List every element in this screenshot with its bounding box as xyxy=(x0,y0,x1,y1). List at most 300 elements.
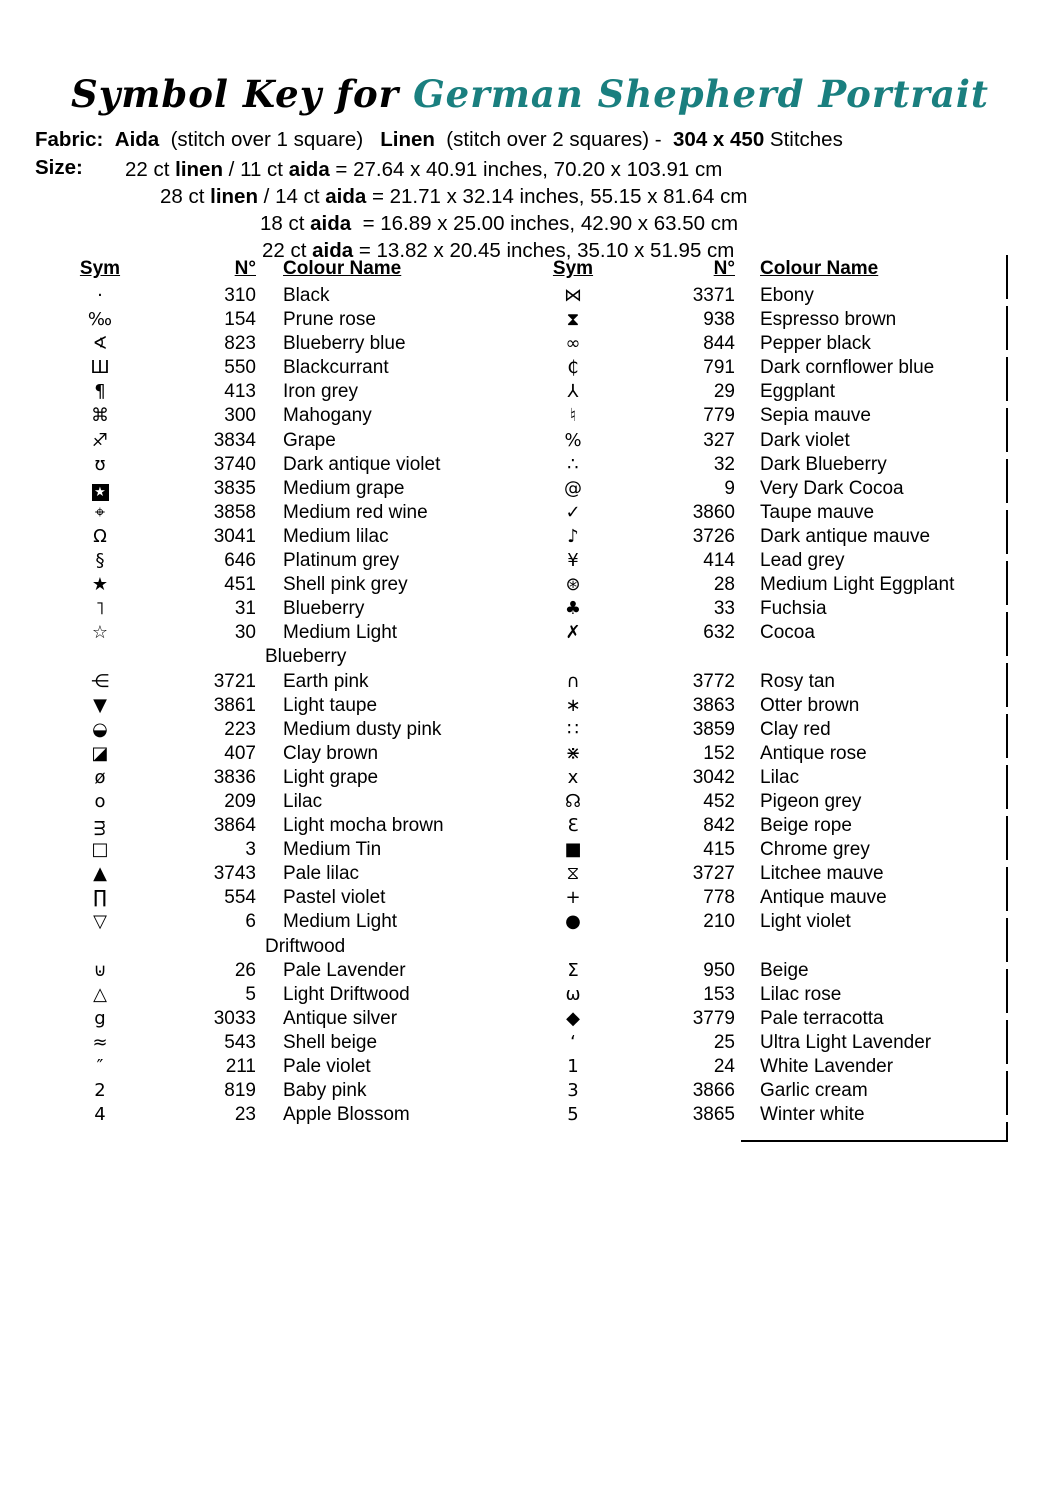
size-label: Size: xyxy=(35,156,83,179)
stitch-symbol: ″ xyxy=(96,1056,104,1077)
stitch-symbol: 3 xyxy=(567,1080,579,1102)
colour-name: Mahogany xyxy=(283,405,372,427)
stitch-symbol: ⅄ xyxy=(567,381,579,403)
table-row xyxy=(533,1008,978,1032)
stitch-symbol: ∩ xyxy=(566,670,580,692)
thread-number: 3721 xyxy=(213,670,256,692)
colour-name: Shell beige xyxy=(283,1031,378,1053)
table-row xyxy=(60,863,505,887)
table-row xyxy=(533,695,978,719)
table-row xyxy=(60,430,505,454)
thread-number: 779 xyxy=(703,405,735,427)
colour-name: Apple Blossom xyxy=(283,1104,410,1126)
text-segment: = 21.71 x 32.14 inches, 55.15 x 81.64 cm xyxy=(366,185,748,208)
stitch-symbol: Σ xyxy=(567,959,579,981)
stitch-symbol: ◆ xyxy=(566,1007,580,1029)
stitch-symbol: o xyxy=(94,790,106,812)
colour-name: Sepia mauve xyxy=(760,405,871,427)
thread-number: 3042 xyxy=(692,766,735,788)
table-row xyxy=(533,430,978,454)
table-row xyxy=(60,887,505,911)
colour-name: Very Dark Cocoa xyxy=(760,477,904,499)
table-row xyxy=(533,815,978,839)
stitch-symbol: ω xyxy=(565,983,581,1005)
colour-name: Otter brown xyxy=(760,694,860,716)
stitch-symbol: ★ xyxy=(91,574,109,596)
colour-name: Litchee mauve xyxy=(760,863,884,885)
colour-name: Dark antique violet xyxy=(283,453,441,475)
table-row xyxy=(60,574,505,598)
stitch-symbol: § xyxy=(95,550,105,572)
stitch-symbol: g xyxy=(94,1007,106,1029)
thread-number: 6 xyxy=(245,911,256,933)
colour-name: Antique silver xyxy=(283,1007,398,1029)
table-rows-right xyxy=(533,285,978,1128)
text-segment: = 27.64 x 40.91 inches, 70.20 x 103.91 cm xyxy=(329,158,723,181)
colour-name: Medium red wine xyxy=(283,501,428,523)
stitch-symbol: @ xyxy=(564,477,582,499)
colour-name: Platinum grey xyxy=(283,550,400,572)
stitch-symbol: ø xyxy=(94,766,106,788)
stitch-symbol: Ш xyxy=(90,357,110,379)
stitch-symbol: ⊛ xyxy=(565,574,581,596)
colour-name: Antique mauve xyxy=(760,887,887,909)
colour-name: Lilac xyxy=(283,790,323,812)
table-row xyxy=(60,598,505,622)
stitch-symbol: ♮ xyxy=(569,405,577,427)
thread-number: 30 xyxy=(234,622,256,644)
colour-name: Dark antique mauve xyxy=(760,525,931,547)
stitch-symbol: ● xyxy=(565,911,581,933)
text-segment: 18 ct xyxy=(260,212,311,235)
table-header-row xyxy=(60,258,505,285)
thread-number: 33 xyxy=(713,598,735,620)
thread-number: 3863 xyxy=(692,694,735,716)
colour-name: Chrome grey xyxy=(760,839,870,861)
table-row xyxy=(533,526,978,550)
stitch-symbol: ¥ xyxy=(567,550,579,572)
colour-name: Antique rose xyxy=(760,742,867,764)
table-row xyxy=(60,911,505,935)
fabric-line xyxy=(35,128,843,152)
colour-name: Iron grey xyxy=(283,381,358,403)
thread-number: 223 xyxy=(224,718,256,740)
thread-number: 646 xyxy=(224,550,256,572)
stitch-symbol: ⧖ xyxy=(566,863,580,885)
thread-number: 415 xyxy=(703,839,735,861)
colour-name: Dark violet xyxy=(760,429,850,451)
colour-name: Pale terracotta xyxy=(760,1007,884,1029)
text-segment: 22 ct xyxy=(262,239,313,262)
colour-name: Pigeon grey xyxy=(760,790,862,812)
colour-name: Eggplant xyxy=(760,381,836,403)
stitch-symbol: ♣ xyxy=(564,598,582,620)
thread-number: 31 xyxy=(234,598,256,620)
table-row xyxy=(60,1008,505,1032)
colour-name: Medium lilac xyxy=(283,525,389,547)
text-segment: = 13.82 x 20.45 inches, 35.10 x 51.95 cm xyxy=(353,239,735,262)
colour-name: Black xyxy=(283,285,330,306)
thread-number: 413 xyxy=(224,381,256,403)
table-rows-left xyxy=(60,285,505,1128)
stitch-symbol: 4 xyxy=(94,1104,106,1126)
table-row xyxy=(60,1032,505,1056)
thread-number: 844 xyxy=(703,333,735,355)
colour-name: Pale lilac xyxy=(283,863,360,885)
thread-number: 3772 xyxy=(692,670,735,692)
colour-name: Earth pink xyxy=(283,670,369,692)
page-title-prefix: Symbol Key for xyxy=(70,72,414,116)
table-row xyxy=(533,1104,978,1128)
stitch-symbol: ■ xyxy=(564,839,582,861)
text-segment: (stitch over 2 squares) - xyxy=(434,128,674,151)
table-row xyxy=(60,478,505,502)
table-row xyxy=(60,646,505,670)
colour-name: Clay brown xyxy=(283,742,379,764)
colour-name: Rosy tan xyxy=(760,670,835,692)
stitch-symbol: ≈ xyxy=(92,1031,108,1053)
text-segment: / 14 ct xyxy=(257,185,326,208)
table-row xyxy=(60,791,505,815)
table-row xyxy=(533,1056,978,1080)
thread-number: 554 xyxy=(224,887,256,909)
stitch-symbol: ⌘ xyxy=(91,405,109,427)
thread-number: 3858 xyxy=(213,501,256,523)
table-row xyxy=(60,1080,505,1104)
stitch-symbol: 1 xyxy=(567,1056,579,1077)
colour-name: Driftwood xyxy=(265,935,346,957)
stitch-symbol: △ xyxy=(93,983,107,1005)
table-row xyxy=(60,357,505,381)
thread-number: 3726 xyxy=(692,525,735,547)
table-row xyxy=(533,574,978,598)
stitch-symbol: + xyxy=(565,887,581,909)
colour-name: Light violet xyxy=(760,911,851,933)
text-segment: aida xyxy=(310,212,352,235)
stitch-symbol: ▽ xyxy=(93,911,107,933)
colour-name: Medium Light xyxy=(283,622,398,644)
table-row xyxy=(60,502,505,526)
table-row xyxy=(60,743,505,767)
stitch-symbol: Ɛ xyxy=(567,815,579,837)
table-row xyxy=(60,815,505,839)
stitch-symbol: ⊍ xyxy=(93,959,107,981)
text-segment: Stitches xyxy=(764,128,843,151)
table-row xyxy=(60,526,505,550)
table-row xyxy=(60,936,505,960)
table-row xyxy=(533,791,978,815)
stitch-symbol: Ω xyxy=(93,525,107,547)
stitch-symbol: ᴟ xyxy=(94,815,106,837)
table-row xyxy=(60,405,505,429)
size-lines xyxy=(125,156,747,264)
text-segment: aida xyxy=(325,185,367,208)
header-colour-name: Colour Name xyxy=(283,258,402,279)
thread-number: 791 xyxy=(703,357,735,379)
text-segment: Fabric: xyxy=(35,128,104,151)
table-row xyxy=(533,381,978,405)
text-segment: aida xyxy=(288,158,330,181)
header-sym: Sym xyxy=(552,258,594,279)
thread-number: 543 xyxy=(224,1031,256,1053)
text-segment: 22 ct xyxy=(125,158,176,181)
thread-number: 3033 xyxy=(213,1007,256,1029)
table-row xyxy=(60,550,505,574)
table-row xyxy=(60,622,505,646)
stitch-symbol: · xyxy=(97,285,103,306)
colour-name: Blueberry xyxy=(283,598,365,620)
table-row xyxy=(533,357,978,381)
colour-name: Ultra Light Lavender xyxy=(760,1031,932,1053)
text-segment: / 11 ct xyxy=(222,158,289,181)
thread-number: 310 xyxy=(224,285,256,306)
page-title-subject: German Shepherd Portrait xyxy=(413,72,990,116)
stitch-symbol-inverted: ★ xyxy=(92,484,109,501)
thread-number: 3834 xyxy=(213,429,256,451)
table-row xyxy=(533,1080,978,1104)
thread-number: 3041 xyxy=(213,525,256,547)
colour-name: Baby pink xyxy=(283,1080,367,1102)
page-title xyxy=(0,72,1060,116)
stitch-symbol: ◒ xyxy=(92,718,108,740)
table-row xyxy=(60,767,505,791)
colour-name: Pepper black xyxy=(760,333,871,355)
table-row xyxy=(533,1032,978,1056)
pattern-border-bottom-line xyxy=(741,1140,1008,1142)
stitch-symbol: ⧗ xyxy=(566,309,580,331)
text-segment: aida xyxy=(312,239,354,262)
table-row xyxy=(533,598,978,622)
size-line xyxy=(160,183,747,210)
stitch-symbol: ☆ xyxy=(91,622,109,644)
thread-number: 5 xyxy=(245,983,256,1005)
colour-name: Pale violet xyxy=(283,1056,371,1077)
table-row xyxy=(533,839,978,863)
colour-name: Ebony xyxy=(760,285,814,306)
thread-number: 3866 xyxy=(692,1080,735,1102)
colour-name: White Lavender xyxy=(760,1056,894,1077)
table-row xyxy=(60,1056,505,1080)
colour-name: Lilac rose xyxy=(760,983,842,1005)
table-row xyxy=(533,767,978,791)
text-segment: linen xyxy=(210,185,258,208)
thread-number: 819 xyxy=(224,1080,256,1102)
thread-number: 778 xyxy=(703,887,735,909)
text-segment: Aida xyxy=(114,128,160,151)
colour-name: Grape xyxy=(283,429,336,451)
stitch-symbol: ♪ xyxy=(567,525,579,547)
table-row xyxy=(533,405,978,429)
stitch-symbol: x xyxy=(567,766,579,788)
thread-number: 3861 xyxy=(213,694,256,716)
text-segment: 304 x 450 xyxy=(673,128,765,151)
colour-name: Espresso brown xyxy=(760,309,897,331)
thread-number: 3779 xyxy=(692,1007,735,1029)
size-line xyxy=(260,210,747,237)
thread-number: 24 xyxy=(713,1056,735,1077)
thread-number: 154 xyxy=(224,309,256,331)
table-row xyxy=(533,550,978,574)
colour-name: Lead grey xyxy=(760,550,845,572)
colour-name: Taupe mauve xyxy=(760,501,875,523)
table-row xyxy=(533,984,978,1008)
stitch-symbol: ∗ xyxy=(565,694,581,716)
table-row xyxy=(533,671,978,695)
table-row xyxy=(60,960,505,984)
thread-number: 938 xyxy=(703,309,735,331)
table-row xyxy=(533,622,978,646)
table-row xyxy=(533,719,978,743)
thread-number: 209 xyxy=(224,790,256,812)
thread-number: 632 xyxy=(703,622,735,644)
thread-number: 28 xyxy=(713,574,735,596)
colour-name: Medium Tin xyxy=(283,839,382,861)
symbol-table-left xyxy=(60,258,505,1128)
thread-number: 152 xyxy=(703,742,735,764)
stitch-symbol: % xyxy=(564,429,582,451)
thread-number: 3371 xyxy=(692,285,735,306)
table-row xyxy=(533,936,978,960)
thread-number: 950 xyxy=(703,959,735,981)
thread-number: 211 xyxy=(225,1056,256,1077)
colour-name: Blueberry blue xyxy=(283,333,406,355)
thread-number: 25 xyxy=(713,1031,735,1053)
thread-number: 9 xyxy=(724,477,735,499)
stitch-symbol: ‰ xyxy=(87,309,113,331)
stitch-symbol: ∞ xyxy=(565,333,581,355)
colour-name: Lilac xyxy=(760,766,800,788)
colour-name: Shell pink grey xyxy=(283,574,408,596)
colour-name: Light taupe xyxy=(283,694,378,716)
colour-name: Medium grape xyxy=(283,477,405,499)
table-row xyxy=(60,333,505,357)
colour-name: Medium Light Eggplant xyxy=(760,574,955,596)
thread-number: 550 xyxy=(224,357,256,379)
thread-number: 414 xyxy=(703,550,735,572)
pattern-border-dashed-line xyxy=(1006,255,1008,1142)
stitch-symbol: ♐ xyxy=(91,429,109,451)
thread-number: 3835 xyxy=(213,477,256,499)
table-row xyxy=(60,719,505,743)
colour-name: Medium dusty pink xyxy=(283,718,442,740)
colour-name: Beige rope xyxy=(760,815,852,837)
stitch-symbol: ⋲ xyxy=(91,670,109,692)
text-segment: (stitch over 1 square) xyxy=(159,128,381,151)
thread-number: 3727 xyxy=(692,863,735,885)
stitch-symbol: ✗ xyxy=(565,622,581,644)
table-row xyxy=(533,646,978,670)
colour-name: Winter white xyxy=(760,1104,865,1126)
header-num: N° xyxy=(234,258,256,279)
stitch-symbol: 5 xyxy=(567,1104,579,1126)
stitch-symbol: ʊ xyxy=(94,453,106,475)
stitch-symbol: ▼ xyxy=(93,694,107,716)
table-row xyxy=(60,309,505,333)
thread-number: 842 xyxy=(703,815,735,837)
stitch-symbol: ▲ xyxy=(93,863,107,885)
thread-number: 23 xyxy=(234,1104,256,1126)
symbol-table-right xyxy=(533,258,978,1128)
table-row xyxy=(533,743,978,767)
stitch-symbol: ⌖ xyxy=(94,501,106,523)
colour-name: Blueberry xyxy=(265,646,347,668)
thread-number: 3740 xyxy=(213,453,256,475)
colour-name: Beige xyxy=(760,959,809,981)
table-row xyxy=(60,671,505,695)
thread-number: 451 xyxy=(224,574,256,596)
colour-name: Light Driftwood xyxy=(283,983,410,1005)
table-row xyxy=(60,839,505,863)
thread-number: 300 xyxy=(224,405,256,427)
colour-name: Dark Blueberry xyxy=(760,453,887,475)
thread-number: 3859 xyxy=(692,718,735,740)
stitch-symbol: 2 xyxy=(94,1080,106,1102)
header-sym: Sym xyxy=(79,258,121,279)
table-row xyxy=(533,887,978,911)
stitch-symbol: ∴ xyxy=(567,453,579,475)
table-row xyxy=(533,863,978,887)
stitch-symbol: ◪ xyxy=(91,742,109,764)
stitch-symbol: ∢ xyxy=(92,333,108,355)
thread-number: 3860 xyxy=(692,501,735,523)
thread-number: 153 xyxy=(703,983,735,1005)
table-row xyxy=(533,309,978,333)
table-row xyxy=(533,911,978,935)
thread-number: 3743 xyxy=(213,863,256,885)
thread-number: 452 xyxy=(703,790,735,812)
colour-name: Medium Light xyxy=(283,911,398,933)
table-row xyxy=(60,285,505,309)
stitch-symbol: ∏ xyxy=(93,887,107,909)
stitch-symbol: ⋇ xyxy=(565,742,581,764)
colour-name: Pastel violet xyxy=(283,887,386,909)
text-segment: 28 ct xyxy=(160,185,211,208)
colour-name: Garlic cream xyxy=(760,1080,868,1102)
colour-name: Fuchsia xyxy=(760,598,827,620)
stitch-symbol: ☊ xyxy=(565,790,581,812)
table-row xyxy=(533,960,978,984)
colour-name: Light grape xyxy=(283,766,379,788)
table-row xyxy=(533,454,978,478)
table-row xyxy=(60,695,505,719)
stitch-symbol xyxy=(60,478,140,501)
colour-name: Blackcurrant xyxy=(283,357,389,379)
stitch-symbol: ˥ xyxy=(95,598,105,620)
colour-name: Dark cornflower blue xyxy=(760,357,935,379)
header-num: N° xyxy=(713,258,735,279)
stitch-symbol: ¶ xyxy=(94,381,106,403)
thread-number: 210 xyxy=(703,911,735,933)
thread-number: 26 xyxy=(234,959,256,981)
colour-name: Clay red xyxy=(760,718,831,740)
table-row xyxy=(60,984,505,1008)
colour-name: Prune rose xyxy=(283,309,376,331)
table-header-row xyxy=(533,258,978,285)
stitch-symbol: ⋈ xyxy=(564,285,582,306)
table-row xyxy=(60,381,505,405)
thread-number: 3 xyxy=(245,839,256,861)
table-row xyxy=(533,502,978,526)
thread-number: 823 xyxy=(224,333,256,355)
stitch-symbol: ∷ xyxy=(567,718,579,740)
colour-name: Pale Lavender xyxy=(283,959,406,981)
colour-name: Cocoa xyxy=(760,622,815,644)
colour-name: Light mocha brown xyxy=(283,815,444,837)
header-colour-name: Colour Name xyxy=(760,258,879,279)
stitch-symbol: ✓ xyxy=(565,501,581,523)
thread-number: 407 xyxy=(224,742,256,764)
thread-number: 3864 xyxy=(213,815,256,837)
